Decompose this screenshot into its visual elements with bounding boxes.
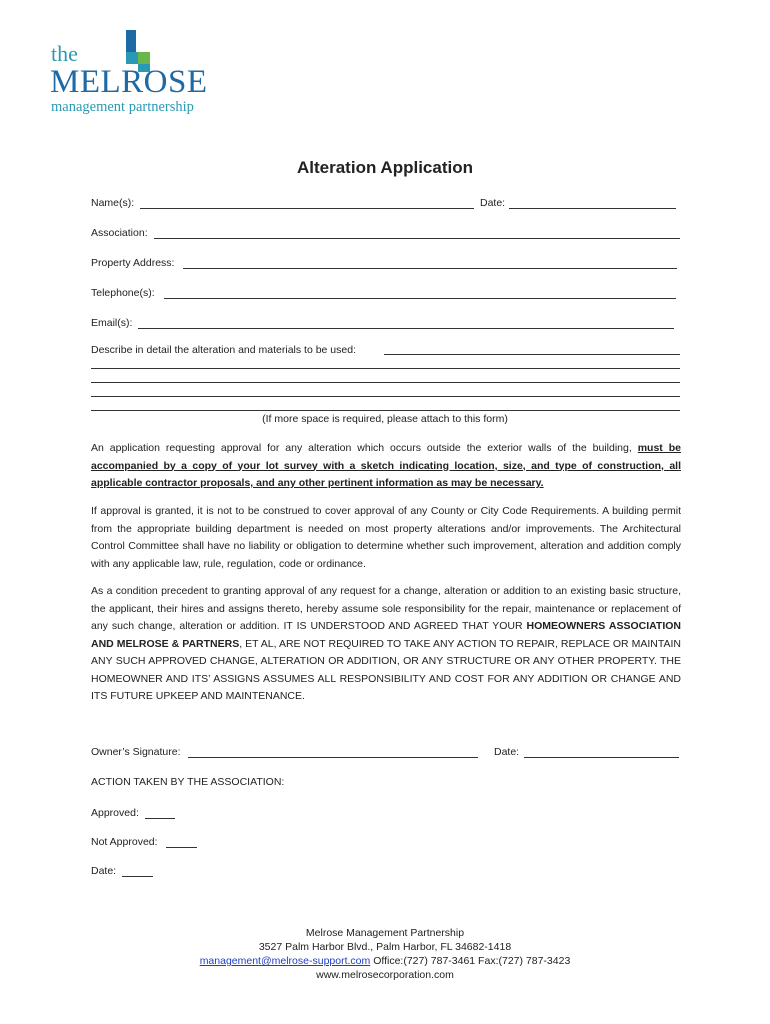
footer-contact [0,954,770,968]
logo-name: MELROSE [50,64,208,100]
describe-label: Describe in detail the alteration and materials to be used: [91,344,356,356]
paragraph-approval-disclaimer: If approval is granted, it is not to be construed to cover approval of any County or City Code Requirements. A building permit from the appropriate building department is needed on most property alterations and/or improvements. The Architectural Control Committee shall have no liability or obligation to determine whether such improvement, alteration and addition comply with any applicable law, rule, regulation, code or ordinance. [91,505,681,570]
owner-signature-label: Owner’s Signature: [91,746,181,758]
not-approved-field[interactable] [166,847,197,848]
telephone-field[interactable] [164,298,676,299]
date-label: Date: [480,197,506,209]
names-field[interactable] [140,208,474,209]
owner-signature-field[interactable] [188,757,478,758]
paragraph-responsibility-start: As a condition precedent to granting approval of any request for a change, alteration or addition to an existing basic structure, the applicant, their hires and assigns thereto, hereby assume sole responsibility for the repair, maintenance or replacement of any such change, alteration or addition. IT IS UNDERSTOOD AND AGREED THAT YOUR [91,585,681,632]
email-label: Email(s): [91,317,133,329]
page-title: Alteration Application [297,158,473,177]
email-field[interactable] [138,328,674,329]
footer-email-link[interactable]: management@melrose-support.com [199,955,371,967]
paragraph-responsibility [91,583,681,706]
telephone-label: Telephone(s): [91,287,155,299]
association-label: Association: [91,227,148,239]
paragraph-survey-requirement [91,440,681,493]
logo-tagline: management partnership [51,99,194,115]
paragraph-survey-plain: An application requesting approval for any alteration which occurs outside the exterior walls of the building, [91,442,638,454]
footer-company: Melrose Management Partnership [305,927,465,939]
describe-field-line-3[interactable] [91,382,680,383]
describe-field-line-5[interactable] [91,410,680,411]
describe-field-line-2[interactable] [91,368,680,369]
signature-date-field[interactable] [524,757,679,758]
footer-address: 3527 Palm Harbor Blvd., Palm Harbor, FL 34682-1418 [258,941,512,953]
footer-phones: Office:(727) 787-3461 Fax:(727) 787-3423 [373,955,571,967]
paragraph-responsibility-bold: HOMEOWNERS ASSOCIATION AND MELROSE & PARTNERS [91,620,681,650]
approved-field[interactable] [145,818,175,819]
attach-note: (If more space is required, please attach to this form) [262,413,508,425]
paragraph-survey-emphasis: must be accompanied by a copy of your lot survey with a sketch indicating location, size, and type of construction, all applicable contractor proposals, and any other pertinent information as may be necessary. [91,442,681,489]
approved-label: Approved: [91,807,139,819]
date-field[interactable] [509,208,676,209]
describe-field-line-4[interactable] [91,396,680,397]
property-address-label: Property Address: [91,257,175,269]
action-heading: ACTION TAKEN BY THE ASSOCIATION: [91,776,285,788]
association-field[interactable] [154,238,680,239]
logo-the: the [51,41,78,66]
footer-website: www.melrosecorporation.com [316,969,454,981]
names-label: Name(s): [91,197,135,209]
action-date-label: Date: [91,865,117,877]
property-address-field[interactable] [183,268,677,269]
action-date-field[interactable] [122,876,153,877]
not-approved-label: Not Approved: [91,836,158,848]
paragraph-responsibility-end: , ET AL, ARE NOT REQUIRED TO TAKE ANY ACTION TO REPAIR, REPLACE OR MAINTAIN ANY SUCH APPROVED CHANGE, ALTERATION OR ADDITION, OR ANY STRUCTURE OR ANY OTHER PROPERTY. THE HOMEOWNER AND ITS’ ASSIGNS ASSUMES ALL RESPONSIBILITY AND COST FOR ANY ADDITION OR CHANGE AND ITS FUTURE UPKEEP AND MAINTENANCE. [91,637,682,702]
signature-date-label: Date: [494,746,520,758]
describe-field-line-1[interactable] [384,354,680,355]
